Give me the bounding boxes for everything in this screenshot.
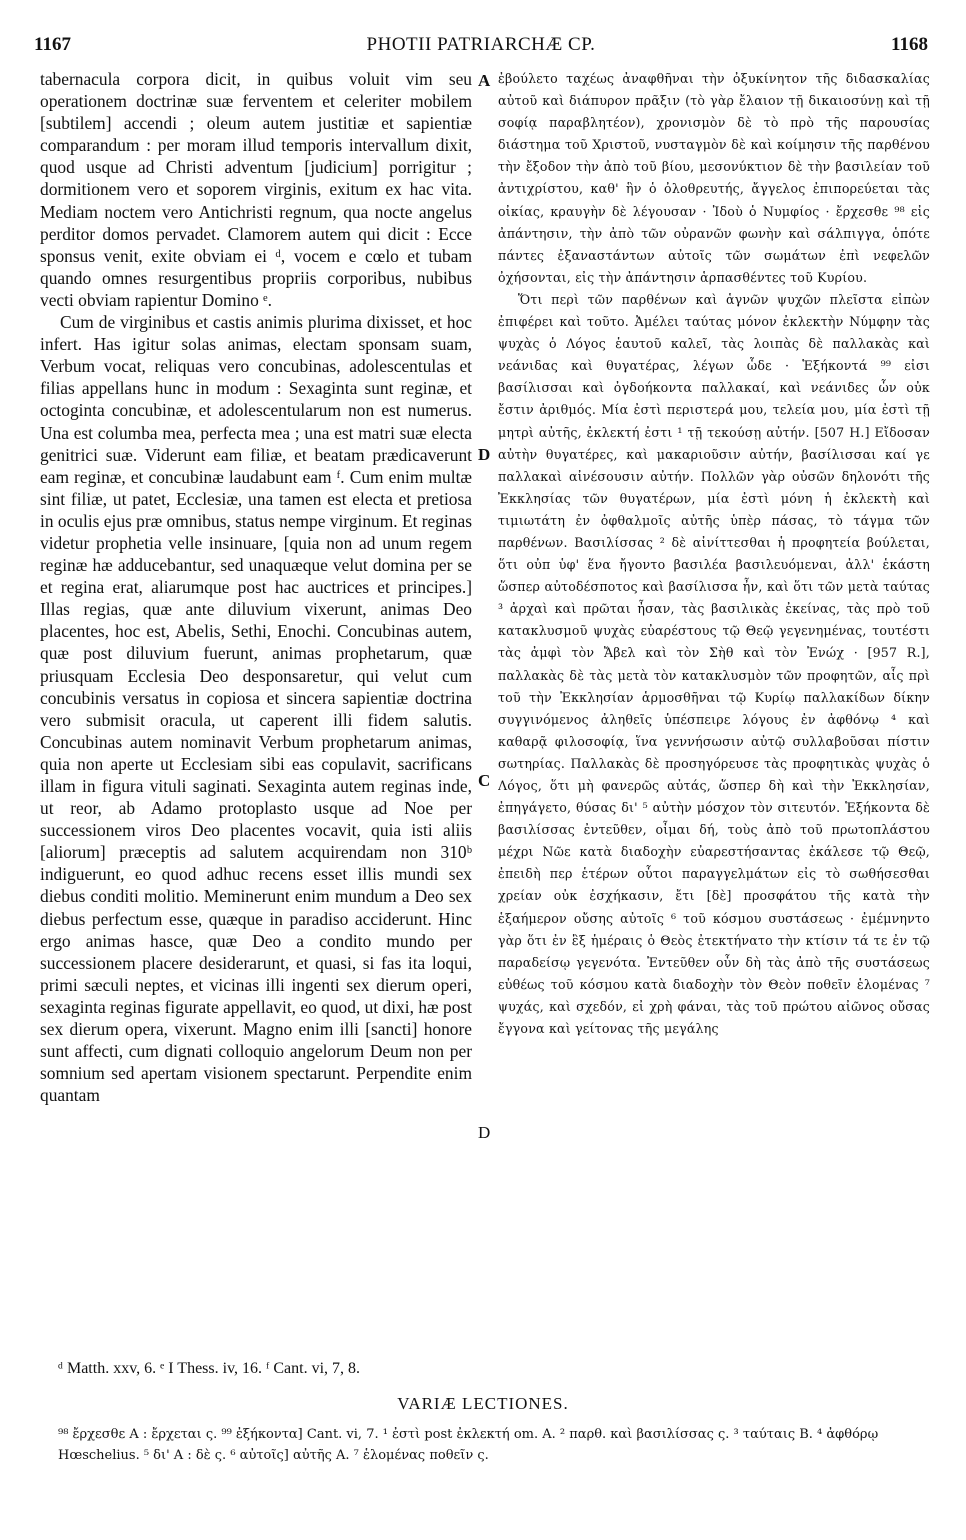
- greek-column: [498, 68, 930, 1340]
- greek-paragraph-1: ἐβούλετο ταχέως ἀναφθῆναι τὴν ὀξυκίνητον τῆς διδασκαλίας αὐτοῦ καὶ διάπυρον πρᾶξιν (τὸ γὰρ ἔλαιον τῇ δικαιοσύνῃ καὶ τῇ σοφίᾳ παραβλητέον), χρονισμὸν δὲ τὸ πρὸ τῆς παρουσίας διάστημα τοῦ Χριστοῦ, νυσταγμὸν δὲ καὶ κοίμησιν τῆς παρθένου τὴν ἔξοδον τὴν ἀπὸ τοῦ βίου, μεσονύκτιον δὲ τὴν βασιλείαν τοῦ ἀντιχρίστου, καθ' ἣν ὁ ὀλοθρευτής, ἄγγελος ἐπιπορεύεται τὰς οἰκίας, κραυγὴν δὲ λέγουσαν · Ἰδοὺ ὁ Νυμφίος · ἔρχεσθε ⁹⁸ εἰς ἀπάντησιν, τὴν ἀπὸ τῶν οὐρανῶν φωνὴν καὶ σάλπιγγα, ὁπότε πάντες ἐξαναστάντων αὐτοῖς τῶν σωμάτων ἐπὶ νεφελῶν ὀχήσονται, εἰς τὴν ἀπάντησιν ἁρπασθέντες τοῦ Κυρίου.: [498, 71, 930, 285]
- running-title: PHOTII PATRIARCHÆ CP.: [366, 34, 596, 55]
- page-number-left: 1167: [34, 34, 71, 55]
- section-marker-d: D: [478, 445, 491, 464]
- latin-paragraph-2: Cum de virginibus et castis animis plurima dixisset, et hoc infert. Has igitur solas animas, electam sponsam suam, Verbum vocat, reliquas vero concubinas, adolescentulas et filias appellans hunc in modum : Sexaginta sunt reginæ, et octoginta concubinæ, et adolescentularum non est numerus. Una est columba mea, perfecta mea ; una est matri suæ electa genitrici suæ. Viderunt eam filiæ, et beatam prædicaverunt eam reginæ, et concubinæ laudabunt eam ᶠ. Cum enim multæ sint filiæ, ut patet, Ecclesiæ, una tamen est electa et pretiosa in oculis ejus præ omnibus, status nempe virginum. Et reginas videtur prophetia velle insinuare, [quia non ad unum regem reginæ hæ adducebantur, sed unaquæque velut domina per se et regina erat, aliarumque post hac auctrices et principes.] Illas regias, quæ ante diluvium vixerunt, animas Deo placentes, hoc est, Abelis, Sethi, Enochi. Concubinas autem, quæ post diluvium fuerunt, animas prophetarum, quæ priusquam Ecclesia Deo desponsaretur, qui velut cum concubinis versatus in copiosa et sincera sapientiæ doctrina vero submisit oracula, ut caperent illi fidem salutis. Concubinas autem nominavit Verbum prophetarum animas, quia non aperte ut Ecclesiam sibi eas copulavit, sacrificans illam in figura vituli saginati. Sexaginta autem reginas inde, ut reor, ab Adamo protoplasto usque ad Noe per successionem viros Deo placentes vocavit, quia isti aliis [aliorum] præceptis ad salutem acquirendam non 310ᵇ indiguerunt, eo quod adhuc recens esset illis mundi sex diebus conditi molitio. Meminerunt enim mundum a Deo sex diebus perfectum esse, quæque in paradiso acciderunt. Hinc ergo animas hasce, quæ Deo a condito mundo per successionem placere desiderarunt, et quasi, si fas ita loqui, primi sæculi neptes, et vicinas illi ingenti sex dierum operi, sexaginta reginas figurate appellavit, eo quod, ut dixi, hæ post sex dierum opera, vixerunt. Magno enim illi [sancti] honore sunt affecti, cum dignati colloquio angelorum Deum non per somnium sed apertam visionem spectarunt. Perpendite enim quantam: [40, 312, 472, 1106]
- variae-lectiones-text: ⁹⁸ ἔρχεσθε A : ἔρχεται ς. ⁹⁹ ἐξήκοντα] Cant. vi, 7. ¹ ἐστὶ post ἐκλεκτή om. A. ² παρθ. καὶ βασιλίσσας ς. ³ ταύταις B. ⁴ ἀφθόρῳ Hœschelius. ⁵ δι' A : δὲ ς. ⁶ αὐτοῖς] αὐτῆς A. ⁷ ἑλομένας ποθεῖν ς.: [58, 1427, 879, 1463]
- latin-column: [40, 68, 472, 1340]
- latin-paragraph-1: tabernacula corpora dicit, in quibus voluit vim seu operationem doctrinæ suæ ferventem et celeriter mobilem [subtilem] accendi ; oleum autem justitiæ et sapientiæ comparandum : per moram illud temporis intervallum dixit, quod usque ad Christi adventum [judicium] porrigitur ; dormitionem vero et soporem virginis, exitum ex hac vita. Mediam noctem vero Antichristi regnum, qua nocte angelus perditor domos pervadet. Clamorem autem qui dicit : Ecce sponsus venit, exite obviam ei ᵈ, vocem e cœlo et tubam quando omnes resurgentibus propriis corporibus, nubibus vecti obviam rapientur Domino ᵉ.: [40, 69, 472, 310]
- page-number-right: 1168: [891, 34, 928, 55]
- page-header: [34, 34, 928, 60]
- footnotes: ᵈ Matth. xxv, 6. ᵉ I Thess. iv, 16. ᶠ Cant. vi, 7, 8.: [58, 1360, 361, 1377]
- section-marker-d-lower: D: [478, 1123, 491, 1142]
- greek-paragraph-2: Ὅτι περὶ τῶν παρθένων καὶ ἁγνῶν ψυχῶν πλεῖστα εἰπὼν ἐπιφέρει καὶ τοῦτο. Ἀμέλει ταύτας μόνον ἐκλεκτὴν Νύμφην τὰς ψυχὰς ὁ Λόγος ἑαυτοῦ καλεῖ, τὰς λοιπὰς δὲ παλλακὰς καὶ νεάνιδας καὶ θυγατέρας, λέγων ὧδε · Ἑξήκοντά ⁹⁹ εἰσι βασίλισσαι καὶ ὀγδοήκοντα παλλακαί, καὶ νεάνιδες ὧν οὐκ ἔστιν ἀριθμός. Μία ἐστὶ περιστερά μου, τελεία μου, μία ἐστὶ τῇ μητρὶ αὐτῆς, ἐκλεκτή ἐστι ¹ τῇ τεκούσῃ αὐτήν. [507 H.] Εἴδοσαν αὐτὴν θυγατέρες, καὶ μακαριοῦσιν αὐτήν, βασίλισσαι καί γε παλλακαὶ αἰνέσουσιν αὐτήν. Πολλῶν γὰρ οὐσῶν δηλονότι τῆς Ἐκκλησίας τῶν θυγατέρων, μία ἐστὶ μόνη ἡ ἐκλεκτὴ καὶ τιμιωτάτη ἐν ὀφθαλμοῖς αὐτῆς ὑπὲρ πάσας, τὸ τάγμα τῶν παρθένων. Βασιλίσσας ² δὲ αἰνίττεσθαι ἡ προφητεία βούλεται, ὅτι οὐπ ὑφ' ἕνα ἤγοντο βασιλέα βασιλευόμεναι, ἀλλ' ἑκάστη ὥσπερ αὐτοδέσποτος καὶ βασίλισσα ἦν, καὶ ὅτι τῶν μετὰ ταύτας ³ ἀρχαὶ καὶ πρῶται ἦσαν, τὰς βασιλικὰς ἐκείνας, τὰς πρὸ τοῦ κατακλυσμοῦ ψυχὰς εὐαρέστους τῷ Θεῷ γεγενημένας, τουτέστι τὰς ἀμφὶ τὸν Ἄβελ καὶ τὸν Σὴθ καὶ τὸν Ἐνώχ · [957 R.], παλλακὰς δὲ τὰς μετὰ τὸν κατακλυσμὸν τῶν προφητῶν, αἷς πρὶ τοῦ τὴν Ἐκκλησίαν ἁρμοσθῆναι τῷ Κυρίῳ παλλακίδων δίκην συγγινόμενος ἀληθεῖς ὑπέσπειρε λόγους ἐν ἀφθόνῳ ⁴ καὶ καθαρᾷ φιλοσοφίᾳ, ἵνα γεννήσωσιν αὐτῷ συλλαβοῦσαι πίστιν σωτηρίας. Παλλακὰς δὲ προσηγόρευσε τὰς προφητικὰς ψυχὰς ὁ Λόγος, ὅτι μὴ φανερῶς αὐτάς, ὥσπερ δὴ καὶ τὴν Ἐκκλησίαν, ἐπηγάγετο, θύσας δι' ⁵ αὐτὴν μόσχον τὸν σιτευτόν. Ἑξήκοντα δὲ βασιλίσσας ἐντεῦθεν, οἶμαι δή, τοὺς ἀπὸ τοῦ πρωτοπλάστου μέχρι Νῶε κατὰ διαδοχὴν εὐαρεστήσαντας ἐκάλεσε τῷ Θεῷ, ἐπειδὴ περ ἑτέρων οὗτοι παραγγελμάτων εἰς τὸ σωθήσεσθαι χρείαν οὐκ ἐσχήκασιν, ἔτι [δὲ] προσφάτου τῆς κατὰ τὴν ἑξαήμερον οὔσης αὐτοῖς ⁶ τοῦ κόσμου συστάσεως · ἐμέμνηντο γὰρ ὅτι ἐν ἓξ ἡμέραις ὁ Θεὸς ἐτεκτήνατο τὴν κτίσιν τά τε ἐν τῷ παραδείσῳ γεγενότα. Ἐντεῦθεν οὖν δὴ τὰς ἀπὸ τῆς συστάσεως εὐθέως τοῦ κόσμου κατὰ διαδοχὴν τὸν Θεὸν ποθεῖν ἑλομένας ⁷ ψυχάς, καὶ σχεδόν, εἰ χρὴ φάναι, τὰς τοῦ πρώτου αἰῶνος οὔσας ἔγγονα καὶ γείτονας τῆς μεγάλης: [498, 291, 930, 1037]
- variae-lectiones-heading: VARIÆ LECTIONES.: [397, 1394, 569, 1413]
- section-marker-a: A: [478, 71, 491, 90]
- section-marker-c: C: [478, 771, 491, 790]
